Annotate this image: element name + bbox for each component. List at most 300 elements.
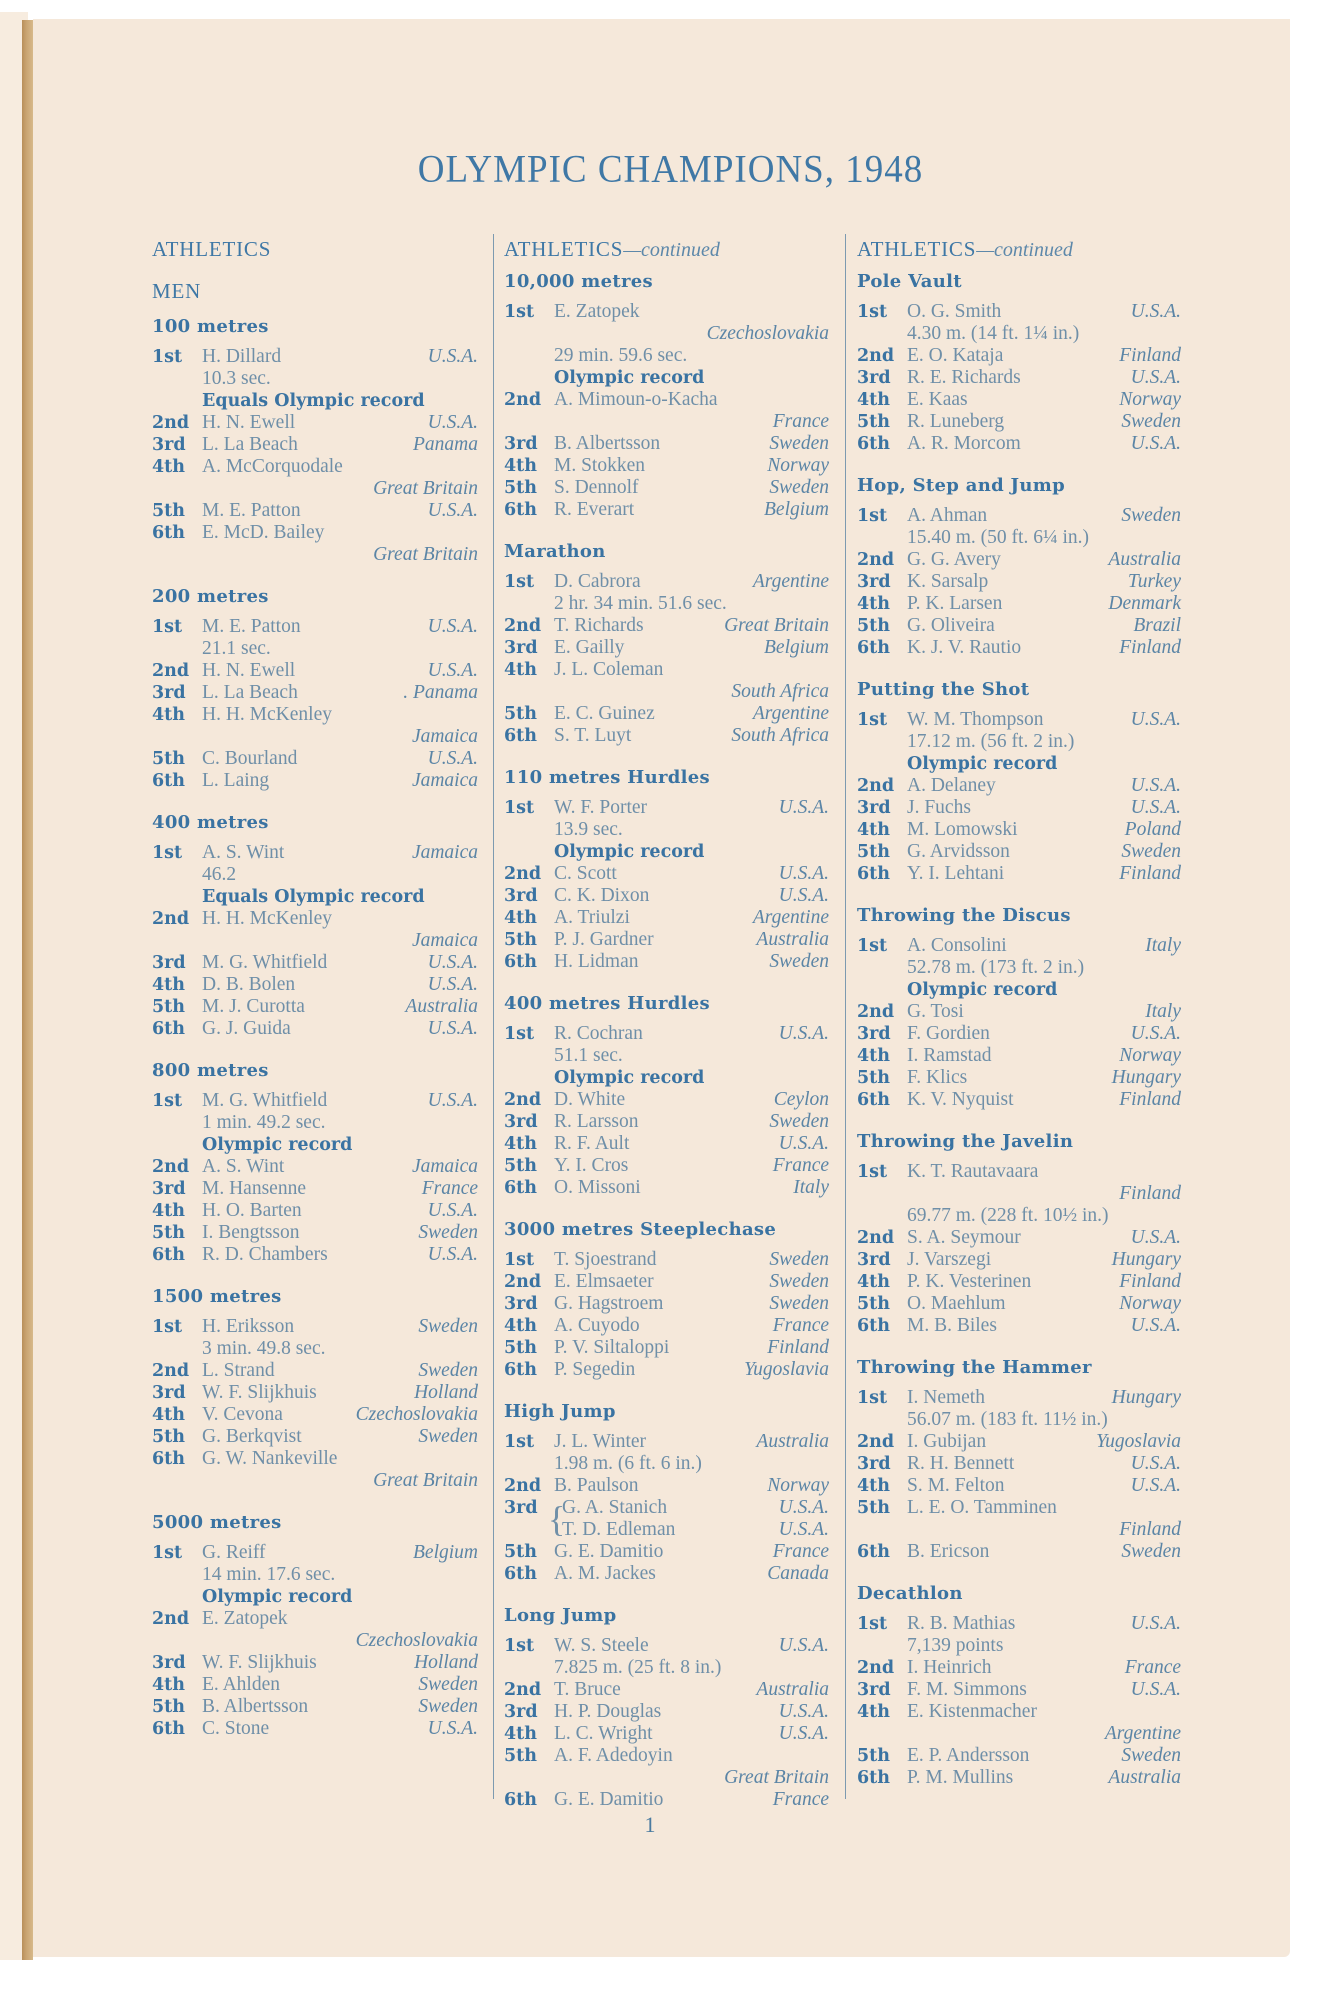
event-block	[504, 1399, 829, 1585]
athlete-name: E. Zatopek	[202, 1608, 288, 1629]
position-label: 2nd	[152, 1609, 190, 1629]
athlete-country: Argentine	[752, 571, 829, 592]
position-label: 5th	[152, 1697, 185, 1717]
result-row	[152, 1316, 478, 1338]
event-title: 5000 metres	[152, 1512, 282, 1533]
athlete-name: H. H. McKenley	[202, 704, 332, 725]
result-row	[857, 433, 1181, 455]
athlete-country: France	[772, 1155, 829, 1176]
position-label: 4th	[152, 1201, 185, 1221]
athlete-name: H. Dillard	[202, 346, 282, 367]
athlete-name: C. Stone	[202, 1718, 270, 1739]
position-label: 1st	[857, 1388, 888, 1408]
athlete-country: U.S.A.	[1130, 1475, 1181, 1496]
position-label: 1st	[504, 1432, 535, 1452]
result-row	[504, 1315, 829, 1337]
result-row	[857, 301, 1181, 323]
position-label: 4th	[504, 456, 537, 476]
athlete-country: . Panama	[403, 682, 478, 703]
athlete-country: Sweden	[418, 1696, 478, 1717]
position-label: 2nd	[857, 346, 895, 366]
athlete-name: M. E. Patton	[202, 500, 301, 521]
athlete-country: U.S.A.	[778, 1635, 829, 1656]
position-label: 1st	[857, 1162, 888, 1182]
event-block	[857, 1129, 1181, 1337]
athlete-country: Panama	[413, 434, 478, 455]
athlete-name: J. Fuchs	[907, 797, 971, 818]
result-row	[857, 1387, 1181, 1409]
athlete-country: Sweden	[418, 1426, 478, 1447]
position-label: 6th	[504, 1564, 537, 1584]
athlete-name: R. F. Ault	[554, 1133, 630, 1154]
position-label: 4th	[504, 1134, 537, 1154]
position-label: 3rd	[152, 683, 186, 703]
result-row	[504, 659, 829, 681]
result-value: 10.3 sec.	[202, 368, 271, 389]
event-title: Throwing the Discus	[857, 905, 1071, 926]
position-label: 4th	[152, 975, 185, 995]
athlete-name: G. W. Nankeville	[202, 1448, 338, 1469]
section-heading	[152, 236, 478, 262]
result-value: 56.07 m. (183 ft. 11½ in.)	[907, 1409, 1108, 1430]
athlete-country: Sweden	[418, 1222, 478, 1243]
athlete-country: Hungary	[1111, 1249, 1181, 1270]
athlete-country: Turkey	[1127, 571, 1181, 592]
position-label: 6th	[857, 638, 890, 658]
result-value: 69.77 m. (228 ft. 10½ in.)	[907, 1205, 1109, 1226]
column-divider	[845, 234, 846, 1799]
result-value: 4.30 m. (14 ft. 1¼ in.)	[907, 323, 1080, 344]
result-row	[152, 1718, 478, 1740]
athlete-country: Sweden	[1121, 1541, 1181, 1562]
event-block	[504, 765, 829, 973]
result-row	[152, 952, 478, 974]
event-block	[504, 539, 829, 747]
position-label: 5th	[857, 616, 890, 636]
position-label: 1st	[152, 843, 183, 863]
athlete-name: A. Cuyodo	[554, 1315, 640, 1336]
event-title: Putting the Shot	[857, 679, 1030, 700]
position-label: 3rd	[857, 1454, 891, 1474]
result-row	[152, 456, 478, 478]
athlete-country: France	[772, 411, 829, 432]
result-row	[504, 433, 829, 455]
event-title: 3000 metres Steeplechase	[504, 1219, 777, 1240]
result-value: 7.825 m. (25 ft. 8 in.)	[554, 1657, 722, 1678]
page-number: 1	[644, 1812, 656, 1837]
position-label: 4th	[504, 908, 537, 928]
athlete-country: Finland	[1119, 637, 1181, 658]
page-title: OLYMPIC CHAMPIONS, 1948	[417, 147, 924, 192]
result-row	[152, 908, 478, 930]
athlete-name: R. B. Mathias	[907, 1613, 1016, 1634]
athlete-country: U.S.A.	[1130, 1227, 1181, 1248]
event-title: 110 metres Hurdles	[504, 767, 710, 788]
tie-brace: {	[548, 1499, 566, 1539]
continued-label: —continued	[623, 239, 720, 261]
athlete-country: U.S.A.	[427, 1090, 478, 1111]
event-block	[152, 584, 478, 792]
record-note: Equals Olympic record	[202, 887, 425, 907]
athlete-name: M. J. Curotta	[202, 996, 305, 1017]
event-block	[152, 810, 478, 1040]
athlete-country: Australia	[756, 1679, 829, 1700]
event-block	[857, 903, 1181, 1111]
athlete-name: W. F. Slijkhuis	[202, 1652, 317, 1673]
position-label: 6th	[857, 434, 890, 454]
athlete-country: Norway	[1119, 1293, 1181, 1314]
position-label: 6th	[152, 523, 185, 543]
position-label: 2nd	[504, 864, 542, 884]
result-row	[152, 1426, 478, 1448]
event-block	[152, 1058, 478, 1266]
position-label: 2nd	[504, 1090, 542, 1110]
result-row	[152, 1608, 478, 1630]
athlete-country: U.S.A.	[1130, 709, 1181, 730]
event-block	[504, 991, 829, 1199]
athlete-name: C. K. Dixon	[554, 885, 650, 906]
position-label: 1st	[504, 1024, 535, 1044]
position-label: 1st	[504, 1250, 535, 1270]
result-row	[504, 615, 829, 637]
athlete-country: South Africa	[731, 681, 829, 702]
result-row	[857, 1497, 1181, 1519]
athlete-name: I. Bengtsson	[202, 1222, 300, 1243]
athlete-country: Sweden	[418, 1674, 478, 1695]
result-row	[857, 389, 1181, 411]
result-row	[504, 1789, 829, 1811]
athlete-country: Norway	[1119, 1045, 1181, 1066]
athlete-country: Jamaica	[411, 770, 478, 791]
result-row	[504, 301, 829, 323]
position-label: 1st	[152, 1091, 183, 1111]
position-label: 1st	[504, 798, 535, 818]
result-row	[504, 929, 829, 951]
result-row	[152, 1018, 478, 1040]
result-row	[857, 1227, 1181, 1249]
athlete-country: Holland	[414, 1652, 478, 1673]
position-label: 3rd	[504, 1498, 538, 1518]
athlete-name: A. R. Morcom	[907, 433, 1021, 454]
athlete-name: D. B. Bolen	[202, 974, 296, 995]
result-row	[504, 863, 829, 885]
athlete-country: France	[772, 1315, 829, 1336]
result-row	[152, 704, 478, 726]
result-row	[152, 500, 478, 522]
athlete-country: U.S.A.	[1130, 367, 1181, 388]
record-note: Olympic record	[554, 368, 705, 388]
athlete-country: Great Britain	[724, 1767, 829, 1788]
athlete-country: U.S.A.	[427, 974, 478, 995]
result-row	[152, 1382, 478, 1404]
athlete-name: P. J. Gardner	[554, 929, 654, 950]
athlete-country: Norway	[767, 1475, 829, 1496]
column-3	[857, 236, 1181, 1807]
result-row	[504, 1563, 829, 1585]
position-label: 4th	[857, 1272, 890, 1292]
athlete-name: L. Laing	[202, 770, 270, 791]
result-row	[504, 951, 829, 973]
result-row	[152, 1696, 478, 1718]
athlete-name: G. J. Guida	[202, 1018, 291, 1039]
athlete-name: P. K. Vesterinen	[907, 1271, 1032, 1292]
record-note: Olympic record	[202, 1135, 353, 1155]
result-row	[857, 1001, 1181, 1023]
athlete-country: Sweden	[769, 433, 829, 454]
result-row	[504, 1745, 829, 1767]
event-block	[152, 1284, 478, 1492]
position-label: 4th	[857, 594, 890, 614]
result-row	[857, 505, 1181, 527]
athlete-country: Great Britain	[373, 1470, 478, 1491]
position-label: 4th	[152, 1405, 185, 1425]
result-row	[857, 819, 1181, 841]
result-row	[857, 841, 1181, 863]
position-label: 6th	[152, 1019, 185, 1039]
athlete-country: Jamaica	[411, 726, 478, 747]
event-title: Throwing the Javelin	[857, 1131, 1074, 1152]
athlete-country: Sweden	[1121, 841, 1181, 862]
result-row	[152, 842, 478, 864]
result-row	[152, 974, 478, 996]
athlete-name: M. Hansenne	[202, 1178, 306, 1199]
result-value: 1 min. 49.2 sec.	[202, 1112, 326, 1133]
athlete-country: U.S.A.	[427, 748, 478, 769]
result-value: 7,139 points	[907, 1635, 1004, 1656]
athlete-name: O. Missoni	[554, 1177, 641, 1198]
position-label: 5th	[504, 1156, 537, 1176]
position-label: 5th	[152, 1427, 185, 1447]
athlete-country: Yugoslavia	[744, 1359, 829, 1380]
athlete-country: Finland	[1119, 1519, 1181, 1540]
result-row	[504, 1271, 829, 1293]
result-row	[857, 1613, 1181, 1635]
athlete-country: Great Britain	[373, 478, 478, 499]
athlete-name: S. T. Luyt	[554, 725, 632, 746]
event-title: 200 metres	[152, 586, 269, 607]
athlete-country: Finland	[1119, 1089, 1181, 1110]
result-row	[152, 770, 478, 792]
position-label: 2nd	[857, 1432, 895, 1452]
position-label: 3rd	[857, 1024, 891, 1044]
position-label: 5th	[857, 1498, 890, 1518]
result-row	[857, 1475, 1181, 1497]
athlete-country: U.S.A.	[1130, 1023, 1181, 1044]
result-row	[857, 1453, 1181, 1475]
position-label: 5th	[857, 1294, 890, 1314]
event-title: Pole Vault	[857, 271, 962, 292]
athlete-name: E. McD. Bailey	[202, 522, 325, 543]
position-label: 4th	[857, 390, 890, 410]
position-label: 6th	[504, 1178, 537, 1198]
athlete-country: U.S.A.	[1130, 1315, 1181, 1336]
result-row	[857, 1657, 1181, 1679]
record-note: Olympic record	[907, 980, 1058, 1000]
athlete-name: R. Cochran	[554, 1023, 643, 1044]
position-label: 4th	[857, 1476, 890, 1496]
position-label: 5th	[504, 704, 537, 724]
result-value: 13.9 sec.	[554, 819, 623, 840]
result-row	[857, 411, 1181, 433]
event-block	[857, 269, 1181, 455]
result-row	[504, 571, 829, 593]
event-block	[152, 314, 478, 566]
result-row	[857, 1271, 1181, 1293]
position-label: 1st	[504, 572, 535, 592]
position-label: 1st	[504, 1636, 535, 1656]
position-label: 4th	[152, 705, 185, 725]
result-row	[857, 709, 1181, 731]
event-title: 1500 metres	[152, 1286, 282, 1307]
athlete-country: U.S.A.	[778, 1497, 829, 1518]
result-row	[857, 571, 1181, 593]
result-row	[857, 863, 1181, 885]
position-label: 5th	[152, 1223, 185, 1243]
athlete-name: F. Klics	[907, 1067, 968, 1088]
athlete-country: U.S.A.	[778, 1723, 829, 1744]
athlete-country: Czechoslovakia	[355, 1630, 478, 1651]
section-heading-text: ATHLETICS	[152, 237, 272, 261]
athlete-country: Denmark	[1108, 593, 1181, 614]
result-row	[504, 885, 829, 907]
position-label: 2nd	[152, 1361, 190, 1381]
athlete-name: J. L. Winter	[554, 1431, 647, 1452]
athlete-country: Australia	[405, 996, 478, 1017]
result-row	[504, 703, 829, 725]
result-value: 51.1 sec.	[554, 1045, 623, 1066]
athlete-country: Yugoslavia	[1096, 1431, 1181, 1452]
position-label: 6th	[152, 1449, 185, 1469]
athlete-name: R. E. Richards	[907, 367, 1021, 388]
athlete-name: A. Ahman	[907, 505, 988, 526]
athlete-name: G. Oliveira	[907, 615, 995, 636]
event-title: Decathlon	[857, 1583, 963, 1604]
athlete-country: Sweden	[1121, 505, 1181, 526]
position-label: 1st	[152, 617, 183, 637]
athlete-name: L. La Beach	[202, 434, 298, 455]
result-row	[152, 616, 478, 638]
result-row	[152, 434, 478, 456]
position-label: 5th	[152, 749, 185, 769]
column-divider	[493, 234, 494, 1799]
record-note: Olympic record	[907, 754, 1058, 774]
result-row	[504, 1541, 829, 1563]
athlete-name: P. K. Larsen	[907, 593, 1003, 614]
athlete-country: Sweden	[769, 1249, 829, 1270]
position-label: 1st	[857, 710, 888, 730]
event-block	[504, 1217, 829, 1381]
position-label: 4th	[504, 1724, 537, 1744]
athlete-country: U.S.A.	[427, 1200, 478, 1221]
athlete-name: E. C. Guinez	[554, 703, 655, 724]
position-label: 3rd	[504, 434, 538, 454]
position-label: 3rd	[152, 1383, 186, 1403]
athlete-country: U.S.A.	[427, 660, 478, 681]
position-label: 6th	[504, 726, 537, 746]
result-row	[504, 1133, 829, 1155]
position-label: 2nd	[857, 1002, 895, 1022]
column-2	[504, 236, 829, 1829]
athlete-name: F. M. Simmons	[907, 1679, 1027, 1700]
result-row	[152, 1652, 478, 1674]
event-title: 100 metres	[152, 316, 269, 337]
athlete-name: L. E. O. Tamminen	[907, 1497, 1057, 1518]
athlete-name: A. Consolini	[907, 935, 1007, 956]
event-title: 800 metres	[152, 1060, 269, 1081]
result-row	[152, 1404, 478, 1426]
position-label: 5th	[857, 412, 890, 432]
athlete-name: M. G. Whitfield	[202, 1090, 328, 1111]
position-label: 4th	[152, 457, 185, 477]
position-label: 6th	[504, 1790, 537, 1810]
result-row	[504, 1475, 829, 1497]
record-note: Olympic record	[554, 1068, 705, 1088]
athlete-name: A. McCorquodale	[202, 456, 343, 477]
athlete-country: Brazil	[1133, 615, 1181, 636]
athlete-name: I. Gubijan	[907, 1431, 987, 1452]
event-block	[857, 677, 1181, 885]
athlete-country: Great Britain	[373, 544, 478, 565]
position-label: 2nd	[152, 413, 190, 433]
result-row	[504, 1111, 829, 1133]
column-1	[152, 236, 478, 1758]
athlete-name: W. F. Slijkhuis	[202, 1382, 317, 1403]
position-label: 5th	[152, 997, 185, 1017]
athlete-name: Y. I. Lehtani	[907, 863, 1005, 884]
athlete-country: Italy	[1145, 935, 1181, 956]
athlete-name: Y. I. Cros	[554, 1155, 629, 1176]
position-label: 3rd	[504, 1112, 538, 1132]
athlete-country: U.S.A.	[427, 1244, 478, 1265]
athlete-country: Norway	[767, 455, 829, 476]
athlete-name: O. Maehlum	[907, 1293, 1006, 1314]
athlete-country: Norway	[1119, 389, 1181, 410]
position-label: 2nd	[152, 909, 190, 929]
athlete-name: W. F. Porter	[554, 797, 648, 818]
position-label: 2nd	[504, 616, 542, 636]
athlete-name: A. Mimoun-o-Kacha	[554, 389, 718, 410]
event-block	[857, 1355, 1181, 1563]
athlete-country: U.S.A.	[427, 500, 478, 521]
position-label: 4th	[857, 1046, 890, 1066]
result-row	[152, 1244, 478, 1266]
athlete-name: M. Lomowski	[907, 819, 1018, 840]
result-row	[504, 455, 829, 477]
athlete-country: South Africa	[731, 725, 829, 746]
athlete-name: H. H. McKenley	[202, 908, 332, 929]
athlete-name: T. Sjoestrand	[554, 1249, 657, 1270]
position-label: 3rd	[857, 1680, 891, 1700]
position-label: 6th	[857, 1768, 890, 1788]
athlete-name: R. Luneberg	[907, 411, 1005, 432]
athlete-name: A. S. Wint	[202, 1156, 285, 1177]
athlete-name: E. O. Kataja	[907, 345, 1004, 366]
position-label: 1st	[857, 506, 888, 526]
athlete-country: U.S.A.	[778, 1133, 829, 1154]
athlete-country: Poland	[1124, 819, 1181, 840]
athlete-country: U.S.A.	[427, 1718, 478, 1739]
athlete-name: W. M. Thompson	[907, 709, 1044, 730]
position-label: 4th	[504, 660, 537, 680]
athlete-name: G. Berkqvist	[202, 1426, 302, 1447]
position-label: 1st	[152, 347, 183, 367]
athlete-name: G. E. Damitio	[554, 1541, 664, 1562]
event-title: Hop, Step and Jump	[857, 475, 1065, 496]
position-label: 5th	[504, 1746, 537, 1766]
athlete-country: Argentine	[1104, 1723, 1181, 1744]
athlete-country: U.S.A.	[778, 885, 829, 906]
result-row	[152, 1542, 478, 1564]
